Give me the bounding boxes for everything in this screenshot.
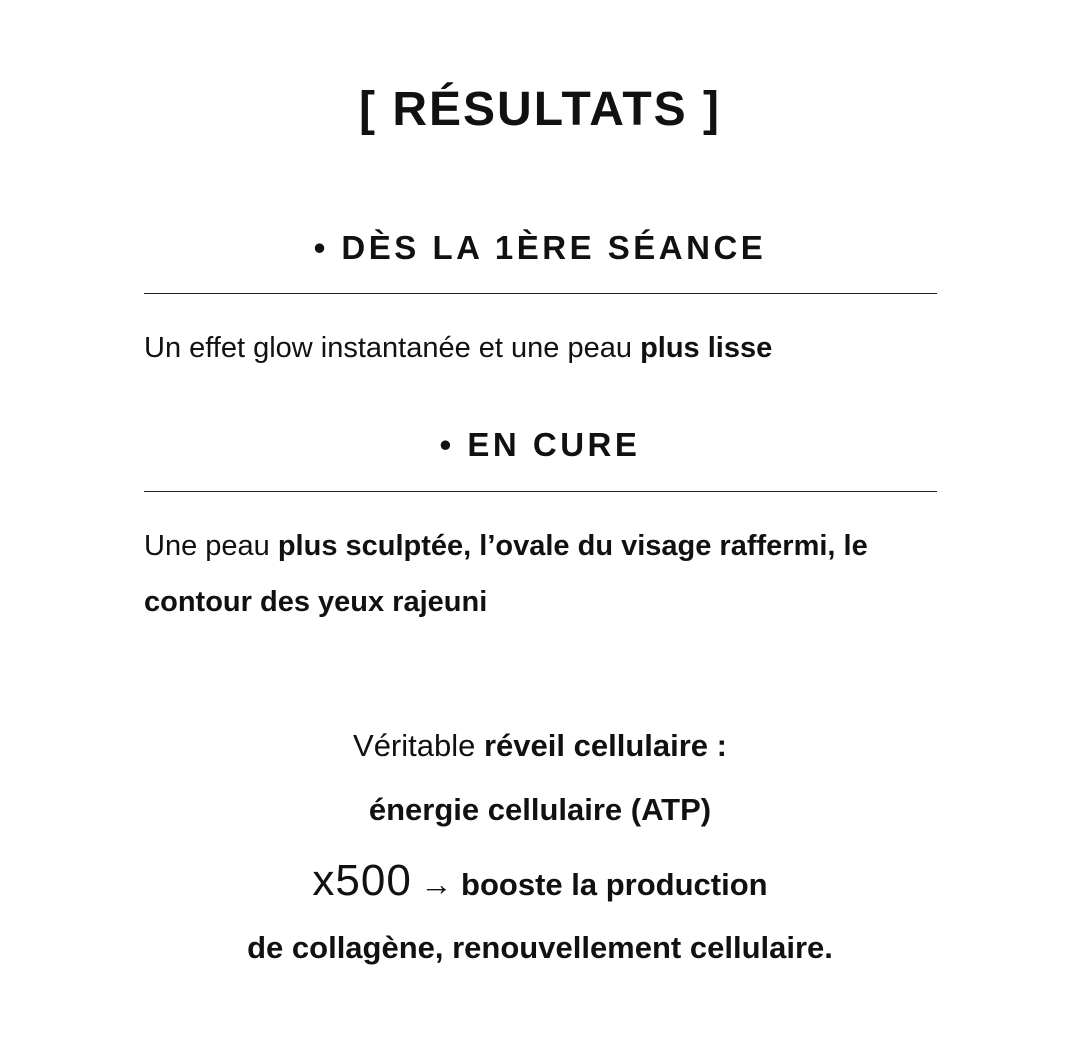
multiplier-value: x500 [312,856,412,905]
closing-bold-text: réveil cellulaire : [483,728,727,763]
closing-normal-text: Véritable [353,728,484,763]
divider-first-session [144,293,937,294]
closing-line-collagen: de collagène, renouvellement cellulaire. [247,930,833,965]
closing-bold-text: booste la production [461,867,768,902]
arrow-right-icon: → [420,866,453,902]
page-title: [ RÉSULTATS ] [359,83,721,136]
section-description-first-session [144,320,944,376]
section-heading-cure: • EN CURE [439,426,641,463]
closing-line-multiplier [0,848,1080,918]
divider-cure [144,491,937,492]
section-heading-first-session: • DÈS LA 1ÈRE SÉANCE [313,229,767,266]
description-normal-text: Une peau [144,530,278,562]
description-bold-text: plus lisse [640,332,773,364]
closing-line-cellular-awakening [0,718,1080,774]
description-bold-text: plus sculptée, l’ovale du visage raffermi, le contour des yeux rajeuni [144,530,868,618]
description-normal-text: Un effet glow instantanée et une peau [144,332,641,364]
section-description-cure [144,518,944,630]
closing-line-atp: énergie cellulaire (ATP) [368,792,712,827]
